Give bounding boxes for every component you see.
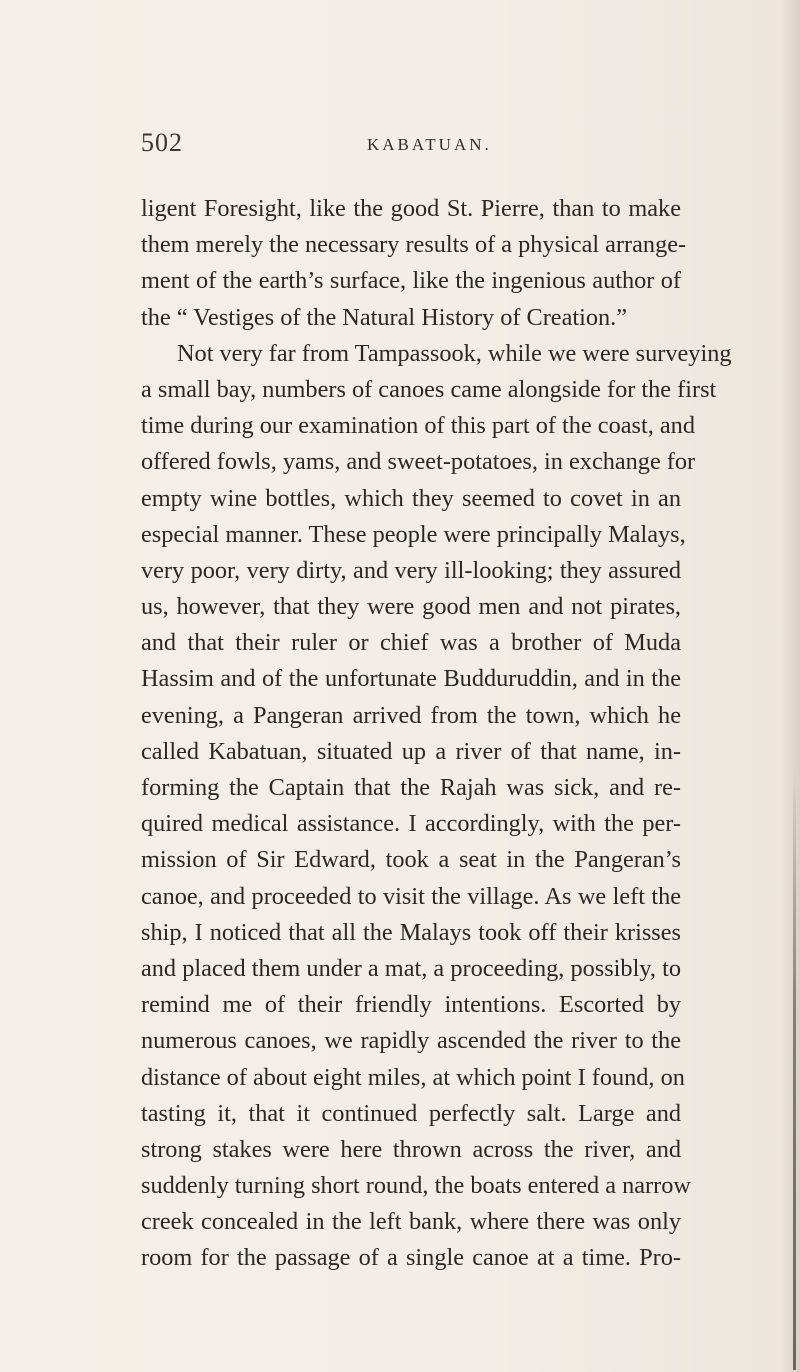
text-line: ligent Foresight, like the good St. Pierre, than to make xyxy=(141,195,681,222)
text-line: very poor, very dirty, and very ill-looking; they assured xyxy=(141,556,681,584)
text-line: them merely the necessary results of a physical arrange- xyxy=(141,231,687,259)
running-head: KABATUAN. xyxy=(367,135,492,154)
text-line: canoe, and proceeded to visit the village. As we left the xyxy=(141,882,681,910)
text-line: numerous canoes, we rapidly ascended the river to the xyxy=(141,1027,681,1055)
page-number: 502 xyxy=(141,128,183,157)
text-line: mission of Sir Edward, took a seat in the Pangeran’s xyxy=(141,846,681,874)
text-line: Hassim and of the unfortunate Budduruddin, and in the xyxy=(141,665,681,693)
page-header xyxy=(141,128,681,168)
text-line: evening, a Pangeran arrived from the town, which he xyxy=(141,701,681,729)
text-line: offered fowls, yams, and sweet-potatoes, in exchange for xyxy=(141,448,696,476)
text-line: called Kabatuan, situated up a river of that name, in- xyxy=(141,737,681,765)
text-line: and that their ruler or chief was a brother of Muda xyxy=(141,629,681,657)
text-line: room for the passage of a single canoe at a time. Pro- xyxy=(141,1244,681,1272)
page-edge-shading xyxy=(782,0,800,1372)
text-line: forming the Captain that the Rajah was sick, and re- xyxy=(141,774,681,801)
text-line: empty wine bottles, which they seemed to covet in an xyxy=(141,484,681,512)
text-line: ship, I noticed that all the Malays took off their krisses xyxy=(141,918,681,946)
text-line: tasting it, that it continued perfectly salt. Large and xyxy=(141,1099,681,1127)
text-line: suddenly turning short round, the boats entered a narrow xyxy=(141,1172,691,1200)
text-line: especial manner. These people were principally Malays, xyxy=(141,520,686,548)
text-line: creek concealed in the left bank, where there was only xyxy=(141,1208,681,1236)
text-line: remind me of their friendly intentions. Escorted by xyxy=(141,991,681,1019)
text-line: distance of about eight miles, at which point I found, on xyxy=(141,1063,685,1091)
text-line: quired medical assistance. I accordingly, with the per- xyxy=(141,810,681,838)
text-line: a small bay, numbers of canoes came alongside for the first xyxy=(141,375,717,403)
text-line: time during our examination of this part of the coast, and xyxy=(141,412,695,440)
text-line: ment of the earth’s surface, like the ingenious author of xyxy=(141,267,681,295)
text-line: the “ Vestiges of the Natural History of Creation.” xyxy=(141,303,628,331)
text-line: us, however, that they were good men and not pirates, xyxy=(141,593,681,621)
paragraph-start-line: Not very far from Tampassook, while we were surveying xyxy=(177,339,732,367)
text-line: strong stakes were here thrown across the river, and xyxy=(141,1135,681,1163)
body-text xyxy=(141,191,732,1277)
text-line: and placed them under a mat, a proceeding, possibly, to xyxy=(141,954,681,982)
binding-shadow xyxy=(793,770,796,1370)
